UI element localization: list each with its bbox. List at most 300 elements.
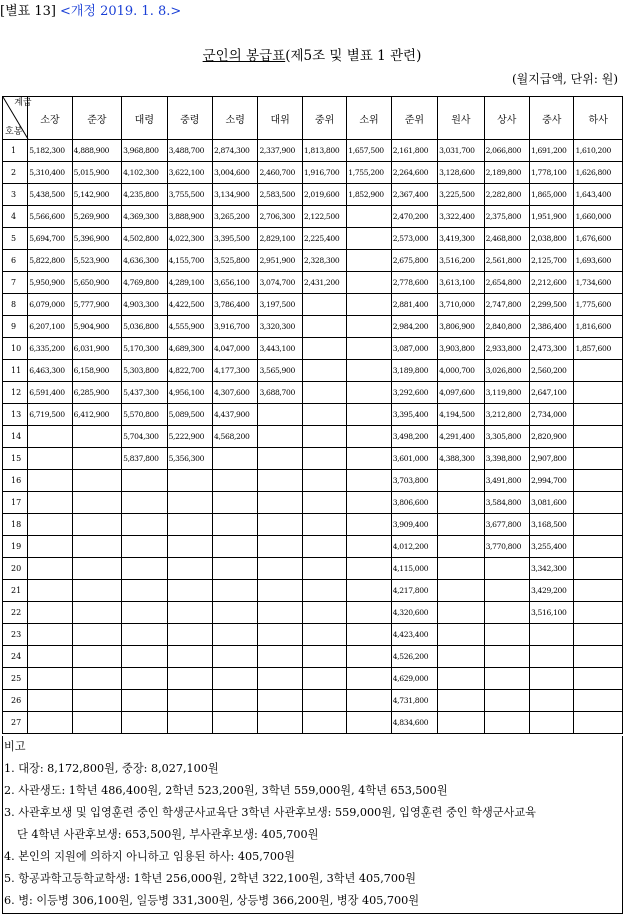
salary-cell: 2,431,200: [302, 272, 346, 294]
salary-cell: [438, 712, 484, 734]
salary-cell: 4,177,300: [213, 360, 258, 382]
salary-cell: [347, 294, 391, 316]
salary-cell: [122, 646, 167, 668]
salary-cell: 2,468,800: [484, 228, 529, 250]
salary-cell: 1,816,600: [574, 316, 623, 338]
salary-cell: 1,775,600: [574, 294, 623, 316]
salary-cell: 4,194,500: [438, 404, 484, 426]
salary-cell: 4,423,400: [391, 624, 437, 646]
table-row: [3, 360, 623, 382]
salary-cell: 4,956,100: [167, 382, 212, 404]
table-row: [3, 228, 623, 250]
salary-cell: 6,591,400: [28, 382, 72, 404]
salary-cell: [302, 558, 346, 580]
salary-cell: [28, 470, 72, 492]
salary-cell: [347, 206, 391, 228]
step-number: 17: [3, 492, 28, 514]
salary-cell: 5,015,900: [72, 162, 121, 184]
salary-cell: 5,694,700: [28, 228, 72, 250]
salary-cell: [438, 492, 484, 514]
salary-cell: 4,291,400: [438, 426, 484, 448]
salary-cell: 4,369,300: [122, 206, 167, 228]
salary-cell: [167, 492, 212, 514]
salary-cell: [258, 448, 302, 470]
salary-cell: 3,622,100: [167, 162, 212, 184]
salary-cell: [574, 514, 623, 536]
step-number: 18: [3, 514, 28, 536]
salary-cell: 2,874,300: [213, 140, 258, 162]
salary-cell: 1,610,200: [574, 140, 623, 162]
salary-cell: 2,264,600: [391, 162, 437, 184]
step-number: 3: [3, 184, 28, 206]
salary-cell: 4,320,600: [391, 602, 437, 624]
salary-cell: 5,269,900: [72, 206, 121, 228]
salary-cell: 4,012,200: [391, 536, 437, 558]
salary-cell: 4,834,600: [391, 712, 437, 734]
step-number: 5: [3, 228, 28, 250]
salary-cell: [530, 690, 574, 712]
salary-cell: [347, 602, 391, 624]
salary-cell: [28, 426, 72, 448]
salary-cell: 4,155,700: [167, 250, 212, 272]
salary-cell: [302, 536, 346, 558]
salary-cell: [484, 602, 529, 624]
salary-cell: [438, 646, 484, 668]
salary-cell: 3,320,300: [258, 316, 302, 338]
salary-cell: [438, 668, 484, 690]
step-number: 26: [3, 690, 28, 712]
salary-cell: 3,031,700: [438, 140, 484, 162]
salary-cell: [347, 360, 391, 382]
step-number: 10: [3, 338, 28, 360]
salary-cell: 4,629,000: [391, 668, 437, 690]
salary-cell: 2,189,800: [484, 162, 529, 184]
salary-cell: 1,676,600: [574, 228, 623, 250]
salary-cell: 3,087,000: [391, 338, 437, 360]
salary-cell: [122, 690, 167, 712]
salary-cell: [347, 624, 391, 646]
salary-cell: [347, 272, 391, 294]
remarks-heading: 비고: [4, 740, 26, 753]
salary-cell: 3,255,400: [530, 536, 574, 558]
salary-cell: 3,342,300: [530, 558, 574, 580]
salary-cell: 6,079,000: [28, 294, 72, 316]
salary-cell: [213, 624, 258, 646]
step-number: 25: [3, 668, 28, 690]
salary-cell: [213, 668, 258, 690]
salary-cell: [213, 580, 258, 602]
salary-cell: 2,038,800: [530, 228, 574, 250]
salary-cell: [302, 690, 346, 712]
salary-cell: 3,443,100: [258, 338, 302, 360]
step-number: 8: [3, 294, 28, 316]
salary-cell: [574, 580, 623, 602]
salary-cell: [28, 492, 72, 514]
salary-cell: [530, 668, 574, 690]
salary-cell: [258, 624, 302, 646]
salary-cell: [167, 580, 212, 602]
column-header: 원사: [438, 97, 484, 140]
table-row: [3, 492, 623, 514]
salary-cell: 1,951,900: [530, 206, 574, 228]
salary-cell: 2,019,600: [302, 184, 346, 206]
table-row: [3, 712, 623, 734]
salary-cell: [72, 690, 121, 712]
salary-cell: 3,189,800: [391, 360, 437, 382]
salary-cell: 4,217,800: [391, 580, 437, 602]
salary-cell: 1,916,700: [302, 162, 346, 184]
salary-cell: 4,636,300: [122, 250, 167, 272]
salary-cell: 3,806,600: [391, 492, 437, 514]
salary-cell: [484, 558, 529, 580]
salary-cell: 2,984,200: [391, 316, 437, 338]
step-number: 12: [3, 382, 28, 404]
salary-cell: 4,555,900: [167, 316, 212, 338]
salary-cell: 3,688,700: [258, 382, 302, 404]
salary-cell: [167, 602, 212, 624]
salary-cell: [213, 712, 258, 734]
salary-cell: 6,719,500: [28, 404, 72, 426]
salary-cell: [574, 426, 623, 448]
salary-cell: [72, 712, 121, 734]
salary-cell: [438, 624, 484, 646]
salary-cell: 5,396,900: [72, 228, 121, 250]
salary-cell: [302, 580, 346, 602]
salary-cell: 2,212,600: [530, 272, 574, 294]
salary-cell: 2,706,300: [258, 206, 302, 228]
salary-cell: 4,115,000: [391, 558, 437, 580]
salary-cell: 4,097,600: [438, 382, 484, 404]
salary-cell: [213, 514, 258, 536]
column-header: 상사: [484, 97, 529, 140]
salary-cell: [302, 492, 346, 514]
salary-cell: [302, 514, 346, 536]
salary-cell: [302, 712, 346, 734]
appendix-header: [0, 0, 181, 19]
step-number: 13: [3, 404, 28, 426]
table-row: [3, 470, 623, 492]
salary-cell: [258, 580, 302, 602]
salary-cell: [258, 426, 302, 448]
salary-cell: 3,074,700: [258, 272, 302, 294]
table-row: [3, 316, 623, 338]
salary-cell: [72, 426, 121, 448]
step-number: 9: [3, 316, 28, 338]
table-row: [3, 404, 623, 426]
salary-cell: 3,806,900: [438, 316, 484, 338]
salary-cell: 5,310,400: [28, 162, 72, 184]
table-row: [3, 294, 623, 316]
step-number: 22: [3, 602, 28, 624]
salary-cell: [302, 448, 346, 470]
salary-cell: [28, 624, 72, 646]
salary-cell: 5,904,900: [72, 316, 121, 338]
salary-cell: 2,907,800: [530, 448, 574, 470]
table-row: [3, 140, 623, 162]
salary-cell: 2,583,500: [258, 184, 302, 206]
salary-cell: 5,777,900: [72, 294, 121, 316]
title-main: 군인의 봉급표: [202, 48, 286, 64]
table-row: [3, 162, 623, 184]
step-number: 19: [3, 536, 28, 558]
salary-cell: 4,769,800: [122, 272, 167, 294]
salary-cell: [302, 470, 346, 492]
salary-cell: 3,916,700: [213, 316, 258, 338]
salary-cell: 3,601,000: [391, 448, 437, 470]
salary-cell: 3,888,900: [167, 206, 212, 228]
salary-cell: [122, 602, 167, 624]
remark-line: 1. 대장: 8,172,800원, 중장: 8,027,100원: [4, 762, 219, 775]
salary-cell: [167, 558, 212, 580]
table-row: [3, 690, 623, 712]
salary-cell: 3,565,900: [258, 360, 302, 382]
salary-cell: 3,909,400: [391, 514, 437, 536]
salary-cell: 3,755,500: [167, 184, 212, 206]
salary-cell: 5,222,900: [167, 426, 212, 448]
salary-cell: 3,225,500: [438, 184, 484, 206]
salary-cell: [302, 338, 346, 360]
salary-cell: [167, 624, 212, 646]
salary-cell: 3,429,200: [530, 580, 574, 602]
salary-cell: [122, 580, 167, 602]
salary-cell: 3,516,100: [530, 602, 574, 624]
salary-cell: 3,613,100: [438, 272, 484, 294]
step-number: 24: [3, 646, 28, 668]
salary-cell: [347, 668, 391, 690]
salary-cell: 5,036,800: [122, 316, 167, 338]
salary-cell: [72, 448, 121, 470]
salary-cell: [28, 602, 72, 624]
salary-cell: 5,950,900: [28, 272, 72, 294]
salary-cell: 6,412,900: [72, 404, 121, 426]
salary-cell: 1,755,200: [347, 162, 391, 184]
salary-cell: [122, 492, 167, 514]
salary-cell: [347, 580, 391, 602]
salary-cell: [258, 558, 302, 580]
table-row: [3, 558, 623, 580]
salary-cell: 3,419,300: [438, 228, 484, 250]
salary-cell: [347, 470, 391, 492]
salary-cell: 2,328,300: [302, 250, 346, 272]
column-header: 대령: [122, 97, 167, 140]
salary-cell: [213, 602, 258, 624]
salary-cell: [347, 448, 391, 470]
revision-note[interactable]: <개정 2019. 1. 8.>: [59, 4, 182, 19]
salary-cell: [484, 668, 529, 690]
salary-cell: 1,643,400: [574, 184, 623, 206]
salary-cell: 4,000,700: [438, 360, 484, 382]
column-header: 중위: [302, 97, 346, 140]
salary-cell: 2,778,600: [391, 272, 437, 294]
salary-cell: [122, 712, 167, 734]
table-row: [3, 184, 623, 206]
salary-cell: [258, 514, 302, 536]
salary-table: [2, 96, 623, 734]
salary-cell: 3,395,400: [391, 404, 437, 426]
salary-cell: [167, 690, 212, 712]
step-number: 21: [3, 580, 28, 602]
salary-cell: [167, 646, 212, 668]
salary-cell: [258, 536, 302, 558]
salary-cell: [574, 404, 623, 426]
salary-cell: 3,786,400: [213, 294, 258, 316]
salary-cell: [213, 690, 258, 712]
salary-cell: 3,770,800: [484, 536, 529, 558]
salary-cell: [347, 536, 391, 558]
salary-cell: [574, 382, 623, 404]
salary-cell: [530, 646, 574, 668]
salary-cell: [213, 558, 258, 580]
salary-cell: [258, 404, 302, 426]
step-number: 16: [3, 470, 28, 492]
salary-cell: [258, 470, 302, 492]
salary-cell: 3,168,500: [530, 514, 574, 536]
salary-cell: 4,437,900: [213, 404, 258, 426]
salary-cell: 2,367,400: [391, 184, 437, 206]
salary-cell: 2,470,200: [391, 206, 437, 228]
table-row: [3, 272, 623, 294]
salary-cell: [347, 712, 391, 734]
salary-cell: [302, 404, 346, 426]
salary-cell: 2,225,400: [302, 228, 346, 250]
salary-cell: [167, 712, 212, 734]
salary-cell: [72, 624, 121, 646]
salary-cell: [28, 558, 72, 580]
salary-cell: [347, 514, 391, 536]
salary-cell: 3,710,000: [438, 294, 484, 316]
salary-cell: 3,128,600: [438, 162, 484, 184]
salary-cell: 2,734,000: [530, 404, 574, 426]
salary-cell: 2,125,700: [530, 250, 574, 272]
salary-cell: 4,888,900: [72, 140, 121, 162]
step-number: 11: [3, 360, 28, 382]
salary-cell: 2,460,700: [258, 162, 302, 184]
salary-cell: [484, 624, 529, 646]
salary-cell: [122, 470, 167, 492]
salary-cell: 3,703,800: [391, 470, 437, 492]
remarks-section: [2, 736, 623, 914]
step-number: 2: [3, 162, 28, 184]
salary-cell: 2,654,800: [484, 272, 529, 294]
salary-cell: [28, 668, 72, 690]
corner-step-label: 호봉: [5, 127, 23, 137]
salary-cell: [347, 558, 391, 580]
salary-cell: 2,951,900: [258, 250, 302, 272]
salary-cell: [302, 360, 346, 382]
salary-cell: [484, 690, 529, 712]
salary-cell: [438, 690, 484, 712]
salary-cell: [347, 382, 391, 404]
salary-cell: 5,523,900: [72, 250, 121, 272]
step-number: 23: [3, 624, 28, 646]
table-row: [3, 536, 623, 558]
table-row: [3, 668, 623, 690]
salary-cell: [122, 514, 167, 536]
salary-cell: 4,235,800: [122, 184, 167, 206]
salary-cell: 2,933,800: [484, 338, 529, 360]
salary-cell: 2,337,900: [258, 140, 302, 162]
salary-cell: [72, 514, 121, 536]
salary-cell: [438, 602, 484, 624]
salary-cell: 4,502,800: [122, 228, 167, 250]
salary-cell: [28, 536, 72, 558]
column-header: 중사: [530, 97, 574, 140]
salary-cell: [258, 602, 302, 624]
salary-cell: [347, 228, 391, 250]
corner-rank-label: 계급: [14, 98, 32, 108]
salary-cell: 3,677,800: [484, 514, 529, 536]
salary-cell: 3,265,200: [213, 206, 258, 228]
salary-cell: [72, 580, 121, 602]
salary-cell: [72, 558, 121, 580]
salary-cell: 4,731,800: [391, 690, 437, 712]
salary-cell: [167, 536, 212, 558]
salary-cell: 3,305,800: [484, 426, 529, 448]
table-row: [3, 206, 623, 228]
salary-cell: [213, 492, 258, 514]
salary-cell: 1,693,600: [574, 250, 623, 272]
salary-cell: [72, 536, 121, 558]
salary-cell: 5,170,300: [122, 338, 167, 360]
salary-cell: 5,142,900: [72, 184, 121, 206]
salary-cell: [438, 536, 484, 558]
salary-cell: [347, 316, 391, 338]
salary-cell: 1,865,000: [530, 184, 574, 206]
salary-cell: [28, 580, 72, 602]
salary-cell: [484, 712, 529, 734]
salary-cell: [302, 668, 346, 690]
page-title: [0, 44, 624, 64]
salary-cell: 4,047,000: [213, 338, 258, 360]
salary-cell: [302, 624, 346, 646]
salary-cell: 5,570,800: [122, 404, 167, 426]
salary-cell: [574, 646, 623, 668]
remark-line: 4. 본인의 지원에 의하지 아니하고 임용된 하사: 405,700원: [4, 850, 295, 863]
salary-cell: 1,691,200: [530, 140, 574, 162]
salary-cell: [122, 536, 167, 558]
salary-cell: 1,778,100: [530, 162, 574, 184]
salary-cell: [574, 668, 623, 690]
corner-cell: [3, 97, 32, 140]
table-row: [3, 602, 623, 624]
salary-cell: 5,089,500: [167, 404, 212, 426]
salary-cell: [347, 250, 391, 272]
step-number: 7: [3, 272, 28, 294]
salary-cell: [530, 712, 574, 734]
column-header: 대위: [258, 97, 302, 140]
salary-cell: [302, 382, 346, 404]
salary-cell: 3,004,600: [213, 162, 258, 184]
salary-cell: [28, 712, 72, 734]
salary-cell: 4,388,300: [438, 448, 484, 470]
salary-cell: [167, 514, 212, 536]
step-number: 1: [3, 140, 28, 162]
column-header: 하사: [574, 97, 623, 140]
salary-cell: [574, 690, 623, 712]
salary-cell: [302, 646, 346, 668]
salary-cell: 2,675,800: [391, 250, 437, 272]
salary-cell: 3,212,800: [484, 404, 529, 426]
salary-cell: [438, 580, 484, 602]
table-row: [3, 624, 623, 646]
salary-cell: 3,119,800: [484, 382, 529, 404]
salary-cell: 6,031,900: [72, 338, 121, 360]
unit-note: (월지급액, 단위: 원): [512, 72, 618, 86]
column-header: 소령: [213, 97, 258, 140]
table-row: [3, 580, 623, 602]
salary-cell: 5,182,300: [28, 140, 72, 162]
column-header: 준장: [72, 97, 121, 140]
